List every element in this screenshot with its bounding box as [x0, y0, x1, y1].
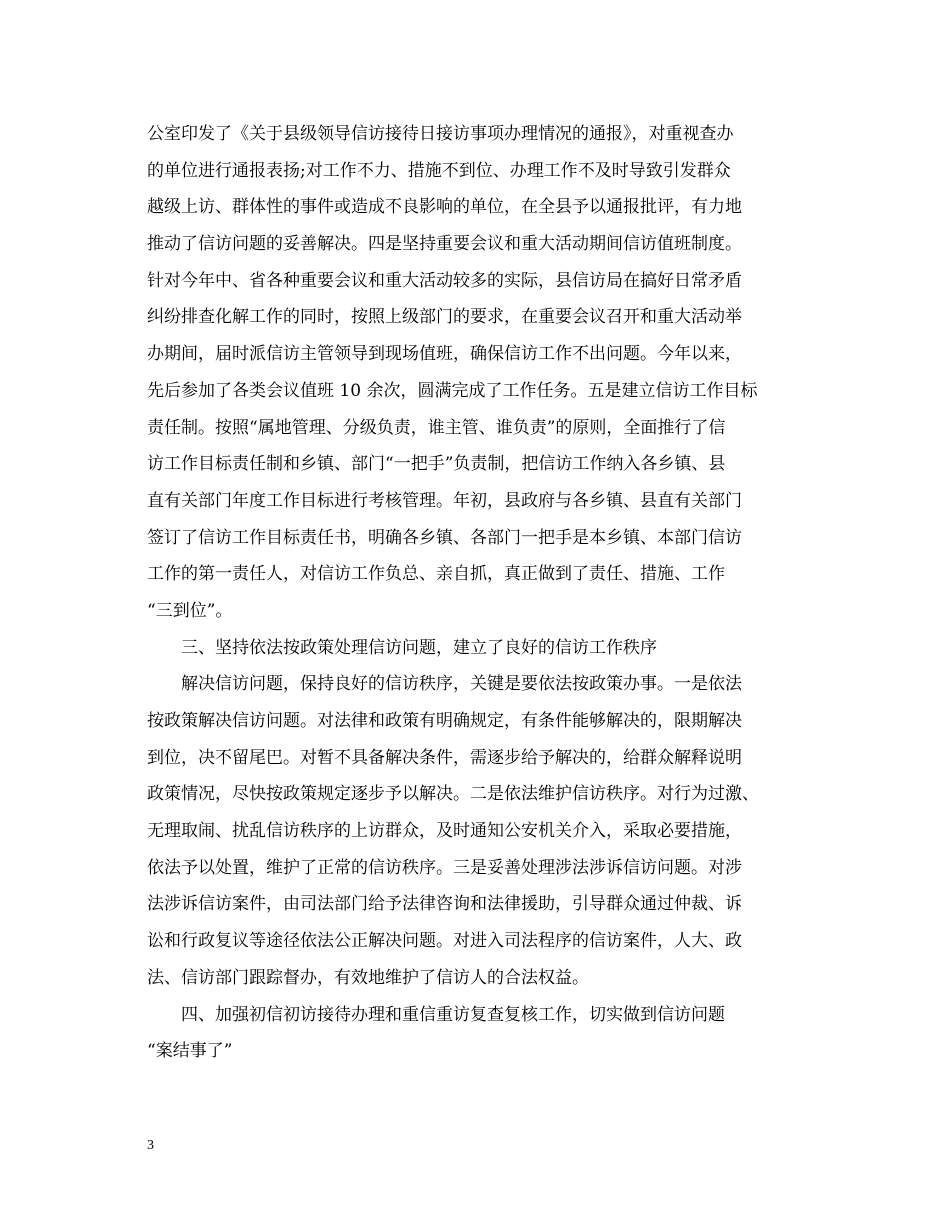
text-line: 公室印发了《关于县级领导信访接待日接访事项办理情况的通报》，对重视查办 [147, 124, 734, 144]
text-line: 讼和行政复议等途径依法公正解决问题。对进入司法程序的信访案件，人大、政 [147, 931, 742, 952]
text-line: 法、信访部门跟踪督办，有效地维护了信访人的合法权益。 [147, 967, 589, 988]
text-line: 先后参加了各类会议值班 10 余次，圆满完成了工作任务。五是建立信访工作目标 [147, 380, 758, 401]
text-line: 工作的第一责任人，对信访工作负总、亲自抓，真正做到了责任、措施、工作 [147, 564, 725, 585]
text-line: “案结事了” [147, 1041, 233, 1062]
text-line: 办期间，届时派信访主管领导到现场值班，确保信访工作不出问题。今年以来， [147, 344, 742, 365]
document-body [147, 116, 827, 1070]
text-line: 访工作目标责任制和乡镇、部门“一把手”负责制，把信访工作纳入各乡镇、县 [147, 454, 726, 475]
text-line: 针对今年中、省各种重要会议和重大活动较多的实际，县信访局在搞好日常矛盾 [147, 270, 742, 291]
text-line: 政策情况，尽快按政策规定逐步予以解决。二是依法维护信访秩序。对行为过激、 [147, 784, 759, 805]
paragraph-first-line: 解决信访问题，保持良好的信访秩序，关键是要依法按政策办事。一是依法 [181, 674, 742, 695]
page-number: 3 [147, 1138, 154, 1153]
text-line: 依法予以处置，维护了正常的信访秩序。三是妥善处理涉法涉诉信访问题。对涉 [147, 857, 742, 878]
text-line: 越级上访、群体性的事件或造成不良影响的单位，在全县予以通报批评，有力地 [147, 197, 742, 218]
text-line: 签订了信访工作目标责任书，明确各乡镇、各部门一把手是本乡镇、本部门信访 [147, 527, 742, 548]
section-heading-4: 四、加强初信初访接待办理和重信重访复查复核工作，切实做到信访问题 [181, 1004, 725, 1025]
text-line: 责任制。按照“属地管理、分级负责，谁主管、谁负责”的原则，全面推行了信 [147, 417, 726, 438]
section-heading-3: 三、坚持依法按政策处理信访问题，建立了良好的信访工作秩序 [181, 637, 657, 658]
text-line: “三到位”。 [147, 600, 233, 621]
text-line: 法涉诉信访案件，由司法部门给予法律咨询和法律援助，引导群众通过仲裁、诉 [147, 894, 742, 915]
text-line: 到位，决不留尾巴。对暂不具备解决条件，需逐步给予解决的，给群众解释说明 [147, 747, 742, 768]
text-line: 纠纷排查化解工作的同时，按照上级部门的要求，在重要会议召开和重大活动举 [147, 307, 742, 328]
text-line: 无理取闹、扰乱信访秩序的上访群众，及时通知公安机关介入，采取必要措施， [147, 821, 742, 842]
text-line: 按政策解决信访问题。对法律和政策有明确规定，有条件能够解决的，限期解决 [147, 711, 742, 731]
text-line: 的单位进行通报表扬;对工作不力、措施不到位、办理工作不及时导致引发群众 [147, 160, 731, 181]
text-line: 推动了信访问题的妥善解决。四是坚持重要会议和重大活动期间信访值班制度。 [147, 234, 742, 255]
text-line: 直有关部门年度工作目标进行考核管理。年初，县政府与各乡镇、县直有关部门 [147, 490, 742, 511]
